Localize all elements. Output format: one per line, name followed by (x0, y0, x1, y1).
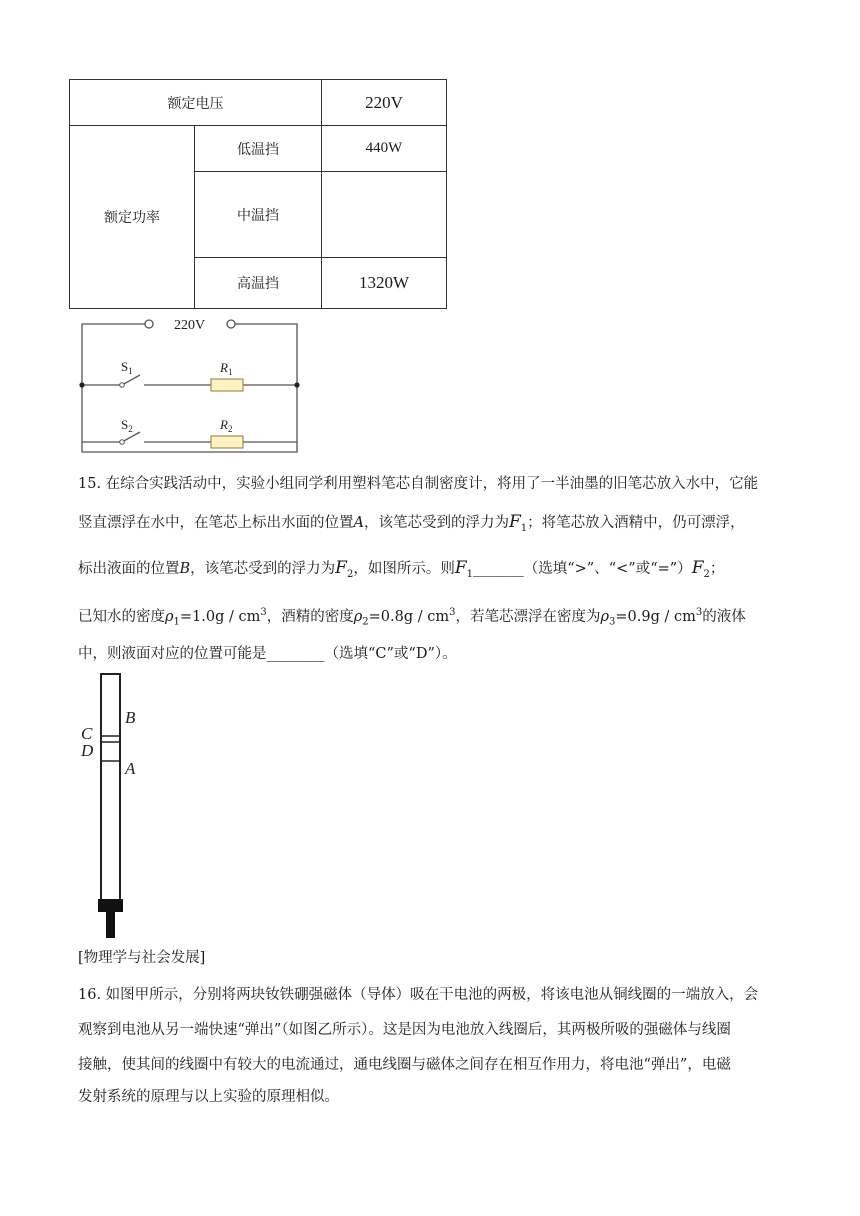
rated-power-label: 额定功率 (70, 126, 195, 309)
section-heading: [物理学与社会发展] (78, 950, 206, 966)
s1-label: $S_1$ (121, 359, 133, 376)
spec-table (69, 79, 447, 309)
q15-line5: 中，则液面对应的位置可能是________（选填“C”或“D”）。 (78, 646, 457, 662)
power-low: 440W (322, 126, 447, 172)
power-high: 1320W (322, 258, 447, 309)
q16-line2: 观察到电池从另一端快速“弹出”（如图乙所示）。这是因为电池放入线圈后，其两极所吸的强磁体与线圈 (78, 1022, 731, 1038)
q15-line2: 竖直漂浮在水中，在笔芯上标出水面的位置A，该笔芯受到的浮力为$F_1$；将笔芯放入酒精中，仍可漂浮， (78, 512, 745, 534)
rated-voltage-value: 220V (322, 80, 447, 126)
label-a: A (125, 759, 136, 778)
q15-line4: 已知水的密度$\rho_1=1.0g / cm^3$，酒精的密度$\rho_2=0.8g / cm^3$，若笔芯漂浮在密度为$\rho_3=0.9g / cm^3$的液体 (78, 607, 746, 628)
supply-label: 220V (174, 318, 206, 333)
power-mid (322, 172, 447, 258)
q15-line3: 标出液面的位置B，该笔芯受到的浮力为$F_2$，如图所示。则$F_1\_\_\_\_\_\_\_$（选填“>”、“<”或“$=”)F_2$； (78, 558, 725, 580)
s2-label: $S_2$ (121, 417, 133, 434)
r1-label: $R_1$ (220, 360, 233, 377)
r2-label: $R_2$ (220, 417, 233, 434)
label-b: B (125, 708, 136, 727)
gear-mid: 中温挡 (195, 172, 322, 258)
label-d: D (81, 741, 94, 760)
gear-high: 高温挡 (195, 258, 322, 309)
q15-line1: 15. 在综合实践活动中，实验小组同学利用塑料笔芯自制密度计，将用了一半油墨的旧笔芯放入水中，它能 (78, 476, 759, 492)
q16-line4: 发射系统的原理与以上实验的原理相似。 (78, 1089, 339, 1105)
circuit-diagram (70, 312, 310, 457)
gear-low: 低温挡 (195, 126, 322, 172)
pen-refill-diagram (76, 670, 156, 942)
q16-line1: 16. 如图甲所示，分别将两块钕铁硼强磁体（导体）吸在干电池的两极，将该电池从铜线圈的一端放入，会 (78, 987, 759, 1003)
q15-blank2: ________ (266, 646, 325, 662)
rated-voltage-label: 额定电压 (70, 80, 322, 126)
q15-blank1: _______ (473, 561, 524, 577)
q16-line3: 接触，使其间的线圈中有较大的电流通过，通电线圈与磁体之间存在相互作用力，将电池“弹出”，电磁 (78, 1057, 731, 1073)
label-c: C (81, 724, 93, 743)
